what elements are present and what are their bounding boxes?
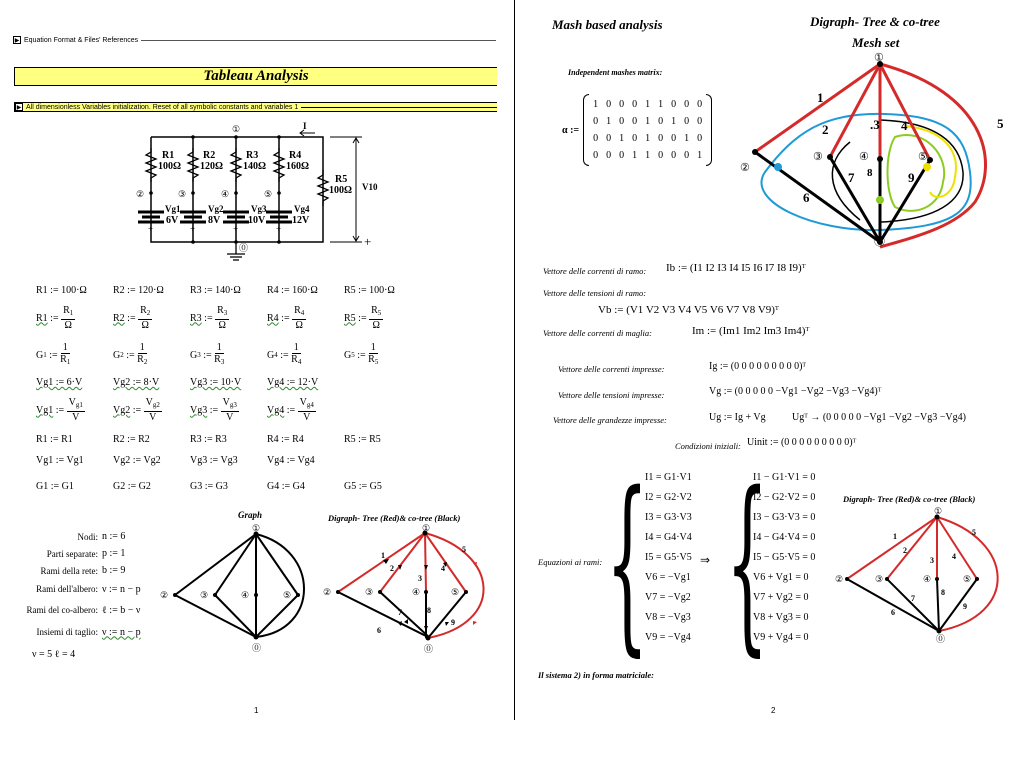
node-2-label: ② bbox=[740, 162, 750, 174]
r1-symbol: R1 bbox=[36, 312, 48, 324]
matrix-cell: 0 bbox=[697, 116, 703, 127]
im-expr: Im := (Im1 Im2 Im3 Im4)ᵀ bbox=[692, 325, 810, 337]
node-3-label: ③ bbox=[178, 189, 187, 199]
label-r1-value: 100Ω bbox=[158, 161, 182, 172]
im-label: Vettore delle correnti di maglia: bbox=[543, 328, 652, 338]
node-3-label: ③ bbox=[200, 590, 209, 600]
matrix-cell: 0 bbox=[593, 133, 599, 144]
region-divider-line bbox=[301, 107, 497, 108]
circuit-schematic bbox=[130, 120, 390, 270]
ug-label: Vettore delle grandezze impresse: bbox=[553, 415, 667, 425]
def-vg1: Vg1 := 6·V bbox=[36, 377, 83, 388]
label-vg2-value: 8V bbox=[208, 215, 221, 226]
svg-text:6: 6 bbox=[891, 608, 895, 617]
reset-g2: G2 := G2 bbox=[113, 481, 151, 492]
reset-r3: R3 := R3 bbox=[190, 434, 227, 445]
label-r3-value: 140Ω bbox=[243, 161, 267, 172]
node-4-label: ④ bbox=[859, 151, 869, 163]
equation: V6 = −Vg1 bbox=[645, 572, 691, 583]
graph-diagram bbox=[160, 520, 320, 660]
g-def-row: G 1 := $\frac{1}{R_1}$ G 2 := $\frac{1}{R_2}$ G 3 := $\frac{1}{R_3}$ G 4 := $\frac{1}{R_4}$ G 5 := $\frac{1}{R_5}$ bbox=[36, 342, 379, 366]
node-1-label: ① bbox=[934, 506, 943, 516]
svg-text:1: 1 bbox=[381, 551, 385, 560]
matrix-cell: 1 bbox=[632, 150, 638, 161]
matrix-cell: 1 bbox=[697, 150, 703, 161]
vb-expr: Vb := (V1 V2 V3 V4 V5 V6 V7 V8 V9)ᵀ bbox=[598, 304, 779, 316]
mesh-set-diagram bbox=[735, 52, 1020, 247]
matrix-cell: 0 bbox=[632, 99, 638, 110]
def-r2: R2 := 120·Ω bbox=[113, 285, 164, 296]
node-1-label: ① bbox=[874, 52, 884, 64]
node-0-label: ⓪ bbox=[239, 243, 249, 253]
label-r3: R3 bbox=[246, 150, 259, 161]
reset-g1: G1 := G1 bbox=[36, 481, 74, 492]
matrix-cell: 0 bbox=[671, 99, 677, 110]
def-vg2: Vg2 := 8·V bbox=[113, 377, 160, 388]
r2-symbol: R2 bbox=[113, 312, 125, 324]
matrix-cell: 0 bbox=[671, 133, 677, 144]
label-plus: + bbox=[364, 234, 372, 249]
node-4-label: ④ bbox=[221, 189, 230, 199]
matrix-cell: 0 bbox=[606, 150, 612, 161]
svg-text:4: 4 bbox=[952, 552, 956, 561]
region-header-label: All dimensionless Variables initialization. Reset of all symbolic constants and variables 1 bbox=[26, 103, 299, 111]
matrix-cell: 0 bbox=[697, 99, 703, 110]
node-0-label: ⓪ bbox=[252, 643, 262, 653]
matrix-row bbox=[589, 147, 706, 164]
reset-r4: R4 := R4 bbox=[267, 434, 304, 445]
label-r2-value: 120Ω bbox=[200, 161, 224, 172]
equation: I2 − G2·V2 = 0 bbox=[753, 492, 816, 503]
def-vg3: Vg3 := 10·V bbox=[190, 377, 242, 388]
node-1-label: ① bbox=[232, 124, 241, 134]
vg-expr: Vg := (0 0 0 0 0 −Vg1 −Vg2 −Vg3 −Vg4)ᵀ bbox=[709, 386, 882, 397]
svg-text:.3: .3 bbox=[870, 117, 880, 132]
uinit-label: Condizioni iniziali: bbox=[675, 441, 741, 451]
alpha-symbol: α := bbox=[562, 124, 580, 136]
right-paren bbox=[706, 94, 712, 166]
digraph-tree-cotree-title: Digraph- Tree & co-tree bbox=[810, 14, 940, 29]
plus-sign: + bbox=[190, 224, 196, 234]
left-brace: { bbox=[606, 452, 649, 673]
equation: I4 = G4·V4 bbox=[645, 532, 692, 543]
page-number-1: 1 bbox=[254, 706, 259, 715]
reset-r2: R2 := R2 bbox=[113, 434, 150, 445]
svg-text:9: 9 bbox=[451, 618, 455, 627]
g-reset-row bbox=[36, 481, 421, 492]
reset-g3: G3 := G3 bbox=[190, 481, 228, 492]
reset-r5: R5 := R5 bbox=[344, 434, 381, 445]
label-r2: R2 bbox=[203, 150, 216, 161]
node-5-label: ⑤ bbox=[283, 590, 292, 600]
implies-arrow: ⇒ bbox=[700, 553, 711, 567]
equation: I5 − G5·V5 = 0 bbox=[753, 552, 816, 563]
r5-symbol: R5 bbox=[344, 312, 356, 324]
rami-expr: b := 9 bbox=[102, 565, 126, 576]
matrix-cell: 0 bbox=[619, 150, 625, 161]
label-vg1: Vg1 bbox=[165, 204, 181, 214]
label-vg1-value: 6V bbox=[166, 215, 179, 226]
def-vg4: Vg4 := 12·V bbox=[267, 377, 319, 388]
svg-text:1: 1 bbox=[817, 90, 824, 105]
matrix-cell: 0 bbox=[697, 133, 703, 144]
uinit-expr: Uinit := (0 0 0 0 0 0 0 0 0)ᵀ bbox=[747, 437, 857, 448]
vg-reset-row bbox=[36, 455, 344, 466]
region-header-equation-format[interactable] bbox=[13, 36, 496, 44]
reset-g4: G4 := G4 bbox=[267, 481, 305, 492]
matrix-form-label: Il sistema 2) in forma matriciale: bbox=[538, 670, 654, 680]
label-vg2: Vg2 bbox=[208, 204, 224, 214]
vg-dimensionless-row: Vg1 := $\frac{V_{g1}}{V}$ Vg2 := $\frac{V_{g2}}{V}$ Vg3 := $\frac{V_{g3}}{V}$ Vg4 := $\frac{V_{g4}}{V}$ bbox=[36, 397, 314, 423]
matrix-cell: 0 bbox=[619, 99, 625, 110]
svg-text:2: 2 bbox=[390, 564, 394, 573]
label-vg3: Vg3 bbox=[251, 204, 267, 214]
plus-sign: + bbox=[148, 224, 154, 234]
svg-text:9: 9 bbox=[963, 602, 967, 611]
equations-label: Equazioni ai rami: bbox=[538, 557, 603, 567]
svg-text:3: 3 bbox=[930, 556, 934, 565]
matrix-cell: 0 bbox=[684, 99, 690, 110]
svg-text:8: 8 bbox=[941, 588, 945, 597]
vb-label: Vettore delle tensioni di ramo: bbox=[543, 288, 647, 298]
node-5-label: ⑤ bbox=[963, 574, 972, 584]
equation: V7 + Vg2 = 0 bbox=[753, 592, 809, 603]
node-2-label: ② bbox=[323, 587, 332, 597]
r3-symbol: R3 bbox=[190, 312, 202, 324]
ib-expr: Ib := (I1 I2 I3 I4 I5 I6 I7 I8 I9)ᵀ bbox=[666, 262, 806, 274]
matrix-cell: 0 bbox=[658, 116, 664, 127]
node-4-label: ④ bbox=[241, 590, 250, 600]
label-r5-value: 100Ω bbox=[329, 185, 353, 196]
coalbero-label: Rami del co-albero: bbox=[26, 605, 98, 615]
matrix-cell: 0 bbox=[619, 116, 625, 127]
svg-text:5: 5 bbox=[997, 116, 1004, 131]
region-header-label: Equation Format & Files' References bbox=[24, 36, 139, 44]
equation: I3 = G3·V3 bbox=[645, 512, 692, 523]
reset-vg3: Vg3 := Vg3 bbox=[190, 455, 238, 466]
node-1-label: ① bbox=[252, 523, 261, 533]
matrix-row bbox=[589, 113, 706, 130]
equation: V9 = −Vg4 bbox=[645, 632, 691, 643]
def-r4: R4 := 160·Ω bbox=[267, 285, 318, 296]
rami-label: Rami della rete: bbox=[40, 565, 98, 576]
svg-text:2: 2 bbox=[903, 546, 907, 555]
reset-g5: G5 := G5 bbox=[344, 481, 382, 492]
node-2-label: ② bbox=[136, 189, 145, 199]
matrix-cell: 1 bbox=[645, 150, 651, 161]
reset-r1: R1 := R1 bbox=[36, 434, 73, 445]
node-5-label: ⑤ bbox=[451, 587, 460, 597]
taglio-label: Insiemi di taglio: bbox=[36, 627, 98, 637]
svg-text:5: 5 bbox=[462, 545, 466, 554]
label-r5: R5 bbox=[335, 174, 348, 185]
svg-text:9: 9 bbox=[908, 170, 915, 185]
ug-expr: Ug := Ig + Vg bbox=[709, 412, 766, 423]
matrix-cell: 0 bbox=[606, 99, 612, 110]
matrix-cell: 1 bbox=[645, 133, 651, 144]
digraph-title: Digraph- Tree (Red)& co-tree (Black) bbox=[328, 513, 461, 523]
node-0-label: ⓪ bbox=[424, 644, 434, 654]
matrix-label: Independent mashes matrix: bbox=[568, 68, 663, 77]
mesh-set-title: Mesh set bbox=[852, 35, 900, 50]
matrix-cell: 0 bbox=[684, 150, 690, 161]
node-3-label: ③ bbox=[813, 151, 823, 163]
svg-text:1: 1 bbox=[893, 532, 897, 541]
nodi-expr: n := 6 bbox=[102, 531, 126, 542]
svg-text:5: 5 bbox=[972, 528, 976, 537]
svg-text:7: 7 bbox=[848, 170, 855, 185]
small-digraph-title: Digraph- Tree (Red)& co-tree (Black) bbox=[843, 494, 976, 504]
albero-label: Rami dell'albero: bbox=[36, 584, 98, 594]
plus-sign: + bbox=[233, 224, 239, 234]
expand-triangle-icon[interactable]: ▶ bbox=[16, 104, 22, 111]
node-5-label: ⑤ bbox=[264, 189, 273, 199]
parti-label: Parti separate: bbox=[46, 548, 98, 559]
svg-text:2: 2 bbox=[822, 122, 829, 137]
matrix-cell: 0 bbox=[632, 116, 638, 127]
label-r4: R4 bbox=[289, 150, 302, 161]
equation: V6 + Vg1 = 0 bbox=[753, 572, 809, 583]
ib-label: Vettore delle correnti di ramo: bbox=[543, 266, 647, 276]
matrix-cell: 0 bbox=[632, 133, 638, 144]
svg-text:6: 6 bbox=[377, 626, 381, 635]
page-title: Tableau Analysis bbox=[14, 67, 497, 86]
equation: I5 = G5·V5 bbox=[645, 552, 692, 563]
r-values-row bbox=[36, 285, 421, 296]
node-2-label: ② bbox=[160, 590, 169, 600]
matrix-cell: 1 bbox=[606, 116, 612, 127]
svg-text:4: 4 bbox=[441, 564, 445, 573]
matrix-cell: 0 bbox=[658, 133, 664, 144]
svg-text:6: 6 bbox=[803, 190, 810, 205]
equation: I1 = G1·V1 bbox=[645, 472, 692, 483]
def-r5: R5 := 100·Ω bbox=[344, 285, 395, 296]
matrix-cell: 0 bbox=[671, 150, 677, 161]
matrix-cell: 1 bbox=[645, 99, 651, 110]
nodi-label: Nodi: bbox=[77, 531, 98, 542]
node-4-label: ④ bbox=[923, 574, 932, 584]
svg-text:3: 3 bbox=[418, 574, 422, 583]
small-digraph bbox=[835, 505, 1015, 644]
r-reset-row bbox=[36, 434, 421, 445]
expand-triangle-icon[interactable]: ▶ bbox=[14, 37, 20, 44]
page-number-2: 2 bbox=[771, 706, 776, 715]
r4-symbol: R4 bbox=[267, 312, 279, 324]
label-r4-value: 160Ω bbox=[286, 161, 310, 172]
parti-expr: p := 1 bbox=[102, 548, 126, 559]
svg-text:8: 8 bbox=[427, 606, 431, 615]
node-0-label: ⓪ bbox=[936, 634, 946, 644]
page-divider bbox=[514, 0, 515, 720]
svg-text:8: 8 bbox=[867, 167, 873, 179]
vg-label: Vettore delle tensioni impresse: bbox=[558, 390, 665, 400]
svg-text:7: 7 bbox=[911, 594, 915, 603]
topology-result: ν = 5 ℓ = 4 bbox=[32, 649, 76, 660]
svg-text:7: 7 bbox=[398, 608, 402, 617]
ugt-expr: Ugᵀ → (0 0 0 0 0 −Vg1 −Vg2 −Vg3 −Vg4) bbox=[792, 412, 966, 423]
alpha-matrix bbox=[562, 94, 712, 166]
equation: I2 = G2·V2 bbox=[645, 492, 692, 503]
node-3-label: ③ bbox=[875, 574, 884, 584]
matrix-row bbox=[589, 130, 706, 147]
matrix-cell: 1 bbox=[619, 133, 625, 144]
topology-block bbox=[10, 528, 160, 660]
equations-left bbox=[645, 468, 692, 648]
label-vg4: Vg4 bbox=[294, 204, 310, 214]
matrix-cell: 0 bbox=[658, 150, 664, 161]
equation: V8 = −Vg3 bbox=[645, 612, 691, 623]
matrix-cell: 0 bbox=[606, 133, 612, 144]
ig-expr: Ig := (0 0 0 0 0 0 0 0 0)ᵀ bbox=[709, 361, 807, 372]
node-0-label: ⓪ bbox=[874, 236, 885, 248]
mesh-analysis-title: Mash based analysis bbox=[552, 17, 663, 32]
node-2-label: ② bbox=[835, 574, 844, 584]
node-4-label: ④ bbox=[412, 587, 421, 597]
matrix-cell: 1 bbox=[684, 133, 690, 144]
graph-title: Graph bbox=[238, 510, 263, 520]
label-vg4-value: 12V bbox=[292, 215, 310, 226]
def-r1: R1 := 100·Ω bbox=[36, 285, 87, 296]
ig-label: Vettore delle correnti impresse: bbox=[558, 364, 665, 374]
matrix-cell: 1 bbox=[593, 99, 599, 110]
region-divider-line bbox=[141, 40, 496, 41]
vg-values-row bbox=[36, 377, 344, 388]
def-r3: R3 := 140·Ω bbox=[190, 285, 241, 296]
coalbero-expr: ℓ := b − ν bbox=[102, 604, 141, 616]
label-v10: V10 bbox=[362, 182, 378, 192]
svg-text:4: 4 bbox=[901, 118, 908, 133]
label-current: I bbox=[303, 121, 307, 131]
node-3-label: ③ bbox=[365, 587, 374, 597]
equation: I1 − G1·V1 = 0 bbox=[753, 472, 816, 483]
matrix-cell: 0 bbox=[593, 150, 599, 161]
matrix-cell: 1 bbox=[658, 99, 664, 110]
matrix-cell: 1 bbox=[645, 116, 651, 127]
plus-sign: + bbox=[276, 224, 282, 234]
reset-vg1: Vg1 := Vg1 bbox=[36, 455, 84, 466]
r-dimensionless-row: R1 := $\frac{R_1}{\Omega}$ R2 := $\frac{R_2}{\Omega}$ R3 := $\frac{R_3}{\Omega}$ R4 := $\frac{R_4}{\Omega}$ R5 := $\frac{R_5}{\Omega}$ bbox=[36, 305, 382, 331]
matrix-cell: 0 bbox=[593, 116, 599, 127]
node-5-label: ⑤ bbox=[918, 151, 928, 163]
matrix-cell: 0 bbox=[684, 116, 690, 127]
equation: V8 + Vg3 = 0 bbox=[753, 612, 809, 623]
digraph-tree-cotree bbox=[320, 523, 500, 663]
equation: V7 = −Vg2 bbox=[645, 592, 691, 603]
equation: I3 − G3·V3 = 0 bbox=[753, 512, 816, 523]
right-brace: { bbox=[726, 452, 769, 673]
matrix-row bbox=[589, 96, 706, 113]
label-r1: R1 bbox=[162, 150, 175, 161]
reset-vg2: Vg2 := Vg2 bbox=[113, 455, 161, 466]
matrix-cell: 1 bbox=[671, 116, 677, 127]
region-header-init[interactable] bbox=[14, 102, 497, 112]
equation: V9 + Vg4 = 0 bbox=[753, 632, 809, 643]
albero-expr: ν := n − p bbox=[102, 583, 141, 595]
reset-vg4: Vg4 := Vg4 bbox=[267, 455, 315, 466]
matrix-table bbox=[589, 96, 706, 164]
label-vg3-value: 10V bbox=[248, 215, 266, 226]
node-1-label: ① bbox=[422, 523, 431, 533]
equations-right bbox=[753, 468, 815, 648]
taglio-expr: ν := n − p bbox=[102, 626, 141, 638]
equation: I4 − G4·V4 = 0 bbox=[753, 532, 816, 543]
